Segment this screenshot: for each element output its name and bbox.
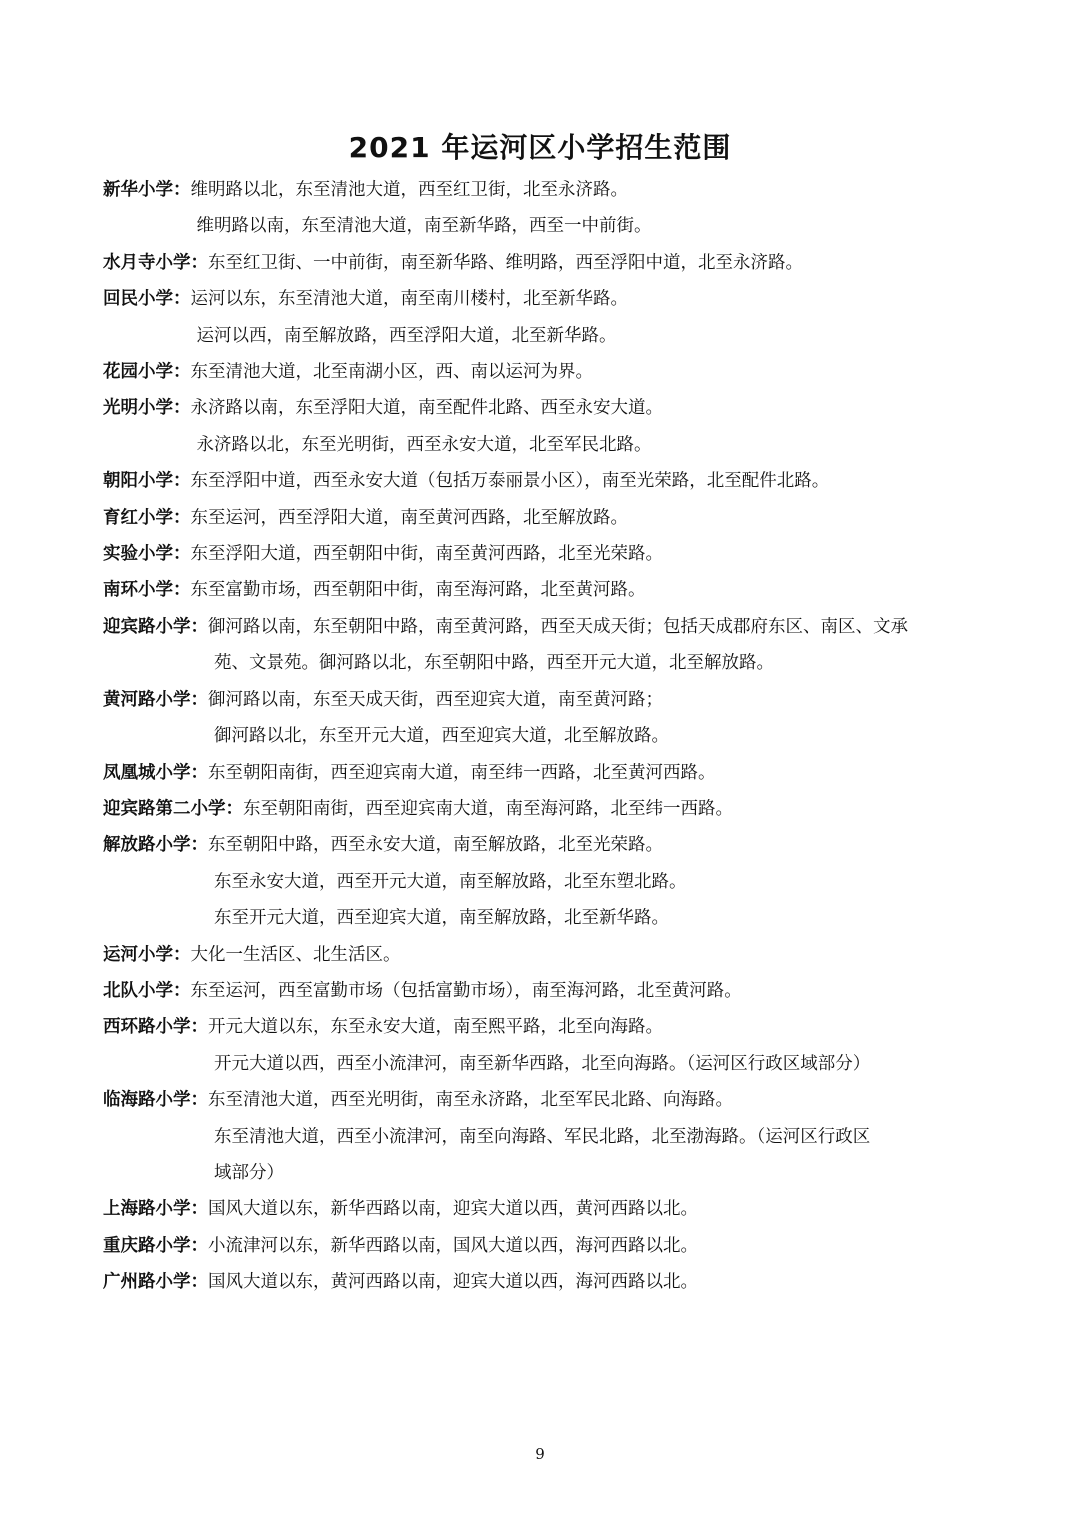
school-first-line: [103, 1191, 983, 1227]
school-name: 回民小学：: [103, 289, 191, 310]
enrollment-range-continuation: 开元大道以西，西至小流津河，南至新华西路，北至向海路。（运河区行政区域部分）: [214, 1053, 871, 1074]
enrollment-range-text: 小流津河以东，新华西路以南，国风大道以西，海河西路以北。: [208, 1235, 698, 1256]
school-entry: [103, 172, 983, 245]
school-entry: [103, 1082, 983, 1191]
school-name: 实验小学：: [103, 544, 191, 565]
enrollment-range-text: 永济路以南，东至浮阳大道，南至配件北路、西至永安大道。: [190, 398, 663, 419]
school-entry: [103, 755, 983, 791]
enrollment-range-continuation: 维明路以南，东至清池大道，南至新华路，西至一中前街。: [196, 216, 652, 237]
enrollment-range-text: 东至运河，西至浮阳大道，南至黄河西路，北至解放路。: [190, 507, 628, 528]
school-entry: [103, 973, 983, 1009]
enrollment-range-text: 维明路以北，东至清池大道，西至红卫街，北至永济路。: [190, 180, 628, 200]
school-entry: [103, 827, 983, 936]
school-first-line: [103, 281, 983, 317]
enrollment-range-continuation: 东至开元大道，西至迎宾大道，南至解放路，北至新华路。: [214, 908, 669, 929]
enrollment-range-continuation: 运河以西，南至解放路，西至浮阳大道，北至新华路。: [196, 325, 617, 346]
school-entry: [103, 536, 983, 572]
enrollment-range-text: 东至红卫街、一中前街，南至新华路、维明路，西至浮阳中道，北至永济路。: [208, 252, 803, 273]
page-number: 9: [535, 1445, 545, 1463]
school-first-line: [103, 1228, 983, 1264]
enrollment-range-text: 开元大道以东，东至永安大道，南至熙平路，北至向海路。: [208, 1017, 663, 1038]
school-entry: [103, 281, 983, 354]
enrollment-range-text: 御河路以南，东至朝阳中路，南至黄河路，西至天成天街；包括天成郡府东区、南区、文承: [208, 616, 908, 637]
enrollment-range-text: 御河路以南，东至天成天街，西至迎宾大道，南至黄河路；: [208, 689, 663, 710]
school-first-line: [103, 755, 983, 791]
enrollment-range-text: 东至浮阳中道，西至永安大道（包括万泰丽景小区），南至光荣路，北至配件北路。: [190, 471, 830, 492]
enrollment-range-text: 东至清池大道，西至光明街，南至永济路，北至军民北路、向海路。: [208, 1090, 733, 1111]
school-first-line: [103, 827, 983, 863]
school-entry: [103, 791, 983, 827]
school-name: 凤凰城小学：: [103, 762, 208, 783]
enrollment-range-text: 国风大道以东，新华西路以南，迎宾大道以西，黄河西路以北。: [208, 1199, 698, 1220]
school-name: 黄河路小学：: [103, 689, 208, 710]
enrollment-range-continuation: 东至清池大道，西至小流津河，南至向海路、军民北路，北至渤海路。（运河区行政区: [214, 1126, 871, 1147]
school-name: 广州路小学：: [103, 1272, 208, 1293]
school-name: 临海路小学：: [103, 1090, 208, 1111]
school-first-line: [103, 245, 983, 281]
school-entry: [103, 354, 983, 390]
school-entry: [103, 682, 983, 755]
enrollment-range-text: 东至浮阳大道，西至朝阳中街，南至黄河西路，北至光荣路。: [190, 544, 663, 565]
school-name: 运河小学：: [103, 944, 191, 965]
school-first-line: [103, 536, 983, 572]
school-first-line: [103, 354, 983, 390]
school-entry: [103, 1191, 983, 1227]
school-entry: [103, 572, 983, 608]
school-entry: [103, 1264, 983, 1300]
school-first-line: [103, 463, 983, 499]
school-entry: [103, 1009, 983, 1082]
school-entry: [103, 245, 983, 281]
school-name: 育红小学：: [103, 507, 191, 528]
school-entry: [103, 463, 983, 499]
school-first-line: [103, 172, 983, 208]
enrollment-range-text: 东至朝阳南街，西至迎宾南大道，南至纬一西路，北至黄河西路。: [208, 762, 716, 783]
enrollment-range-text: 东至清池大道，北至南湖小区，西、南以运河为界。: [190, 362, 593, 383]
enrollment-range-text: 运河以东，东至清池大道，南至南川楼村，北至新华路。: [190, 289, 628, 310]
school-name: 重庆路小学：: [103, 1235, 208, 1256]
school-list: [103, 172, 983, 1301]
enrollment-range-continuation: 域部分）: [214, 1162, 284, 1183]
enrollment-range-continuation: 苑、文景苑。御河路以北，东至朝阳中路，西至开元大道，北至解放路。: [214, 653, 774, 674]
school-first-line: [103, 390, 983, 426]
school-first-line: [103, 1082, 983, 1118]
school-first-line: [103, 937, 983, 973]
school-name: 上海路小学：: [103, 1199, 208, 1220]
school-entry: [103, 390, 983, 463]
enrollment-range-text: 东至朝阳中路，西至永安大道，南至解放路，北至光荣路。: [208, 835, 663, 856]
school-name: 水月寺小学：: [103, 252, 208, 273]
enrollment-range-continuation: 永济路以北，东至光明街，西至永安大道，北至军民北路。: [196, 434, 652, 455]
school-name: 迎宾路小学：: [103, 616, 208, 637]
school-name: 新华小学：: [103, 180, 191, 200]
school-first-line: [103, 682, 983, 718]
enrollment-range-continuation: 御河路以北，东至开元大道，西至迎宾大道，北至解放路。: [214, 726, 669, 747]
enrollment-range-text: 国风大道以东，黄河西路以南，迎宾大道以西，海河西路以北。: [208, 1272, 698, 1293]
enrollment-range-text: 东至朝阳南街，西至迎宾南大道，南至海河路，北至纬一西路。: [243, 798, 733, 819]
school-first-line: [103, 973, 983, 1009]
school-name: 光明小学：: [103, 398, 191, 419]
school-entry: [103, 500, 983, 536]
school-first-line: [103, 1009, 983, 1045]
school-first-line: [103, 572, 983, 608]
page-title: 2021 年运河区小学招生范围: [348, 131, 732, 164]
school-name: 南环小学：: [103, 580, 191, 601]
school-first-line: [103, 609, 983, 645]
enrollment-range-text: 东至运河，西至富勤市场（包括富勤市场），南至海河路，北至黄河路。: [190, 980, 742, 1001]
school-entry: [103, 937, 983, 973]
school-name: 北队小学：: [103, 980, 191, 1001]
school-first-line: [103, 1264, 983, 1300]
school-name: 解放路小学：: [103, 835, 208, 856]
enrollment-range-continuation: 东至永安大道，西至开元大道，南至解放路，北至东塑北路。: [214, 871, 687, 892]
school-name: 迎宾路第二小学：: [103, 798, 243, 819]
school-name: 西环路小学：: [103, 1017, 208, 1038]
school-entry: [103, 1228, 983, 1264]
school-first-line: [103, 791, 983, 827]
school-name: 朝阳小学：: [103, 471, 191, 492]
enrollment-range-text: 大化一生活区、北生活区。: [190, 944, 401, 965]
school-entry: [103, 609, 983, 682]
enrollment-range-text: 东至富勤市场，西至朝阳中街，南至海河路，北至黄河路。: [190, 580, 646, 601]
school-name: 花园小学：: [103, 362, 191, 383]
school-first-line: [103, 500, 983, 536]
